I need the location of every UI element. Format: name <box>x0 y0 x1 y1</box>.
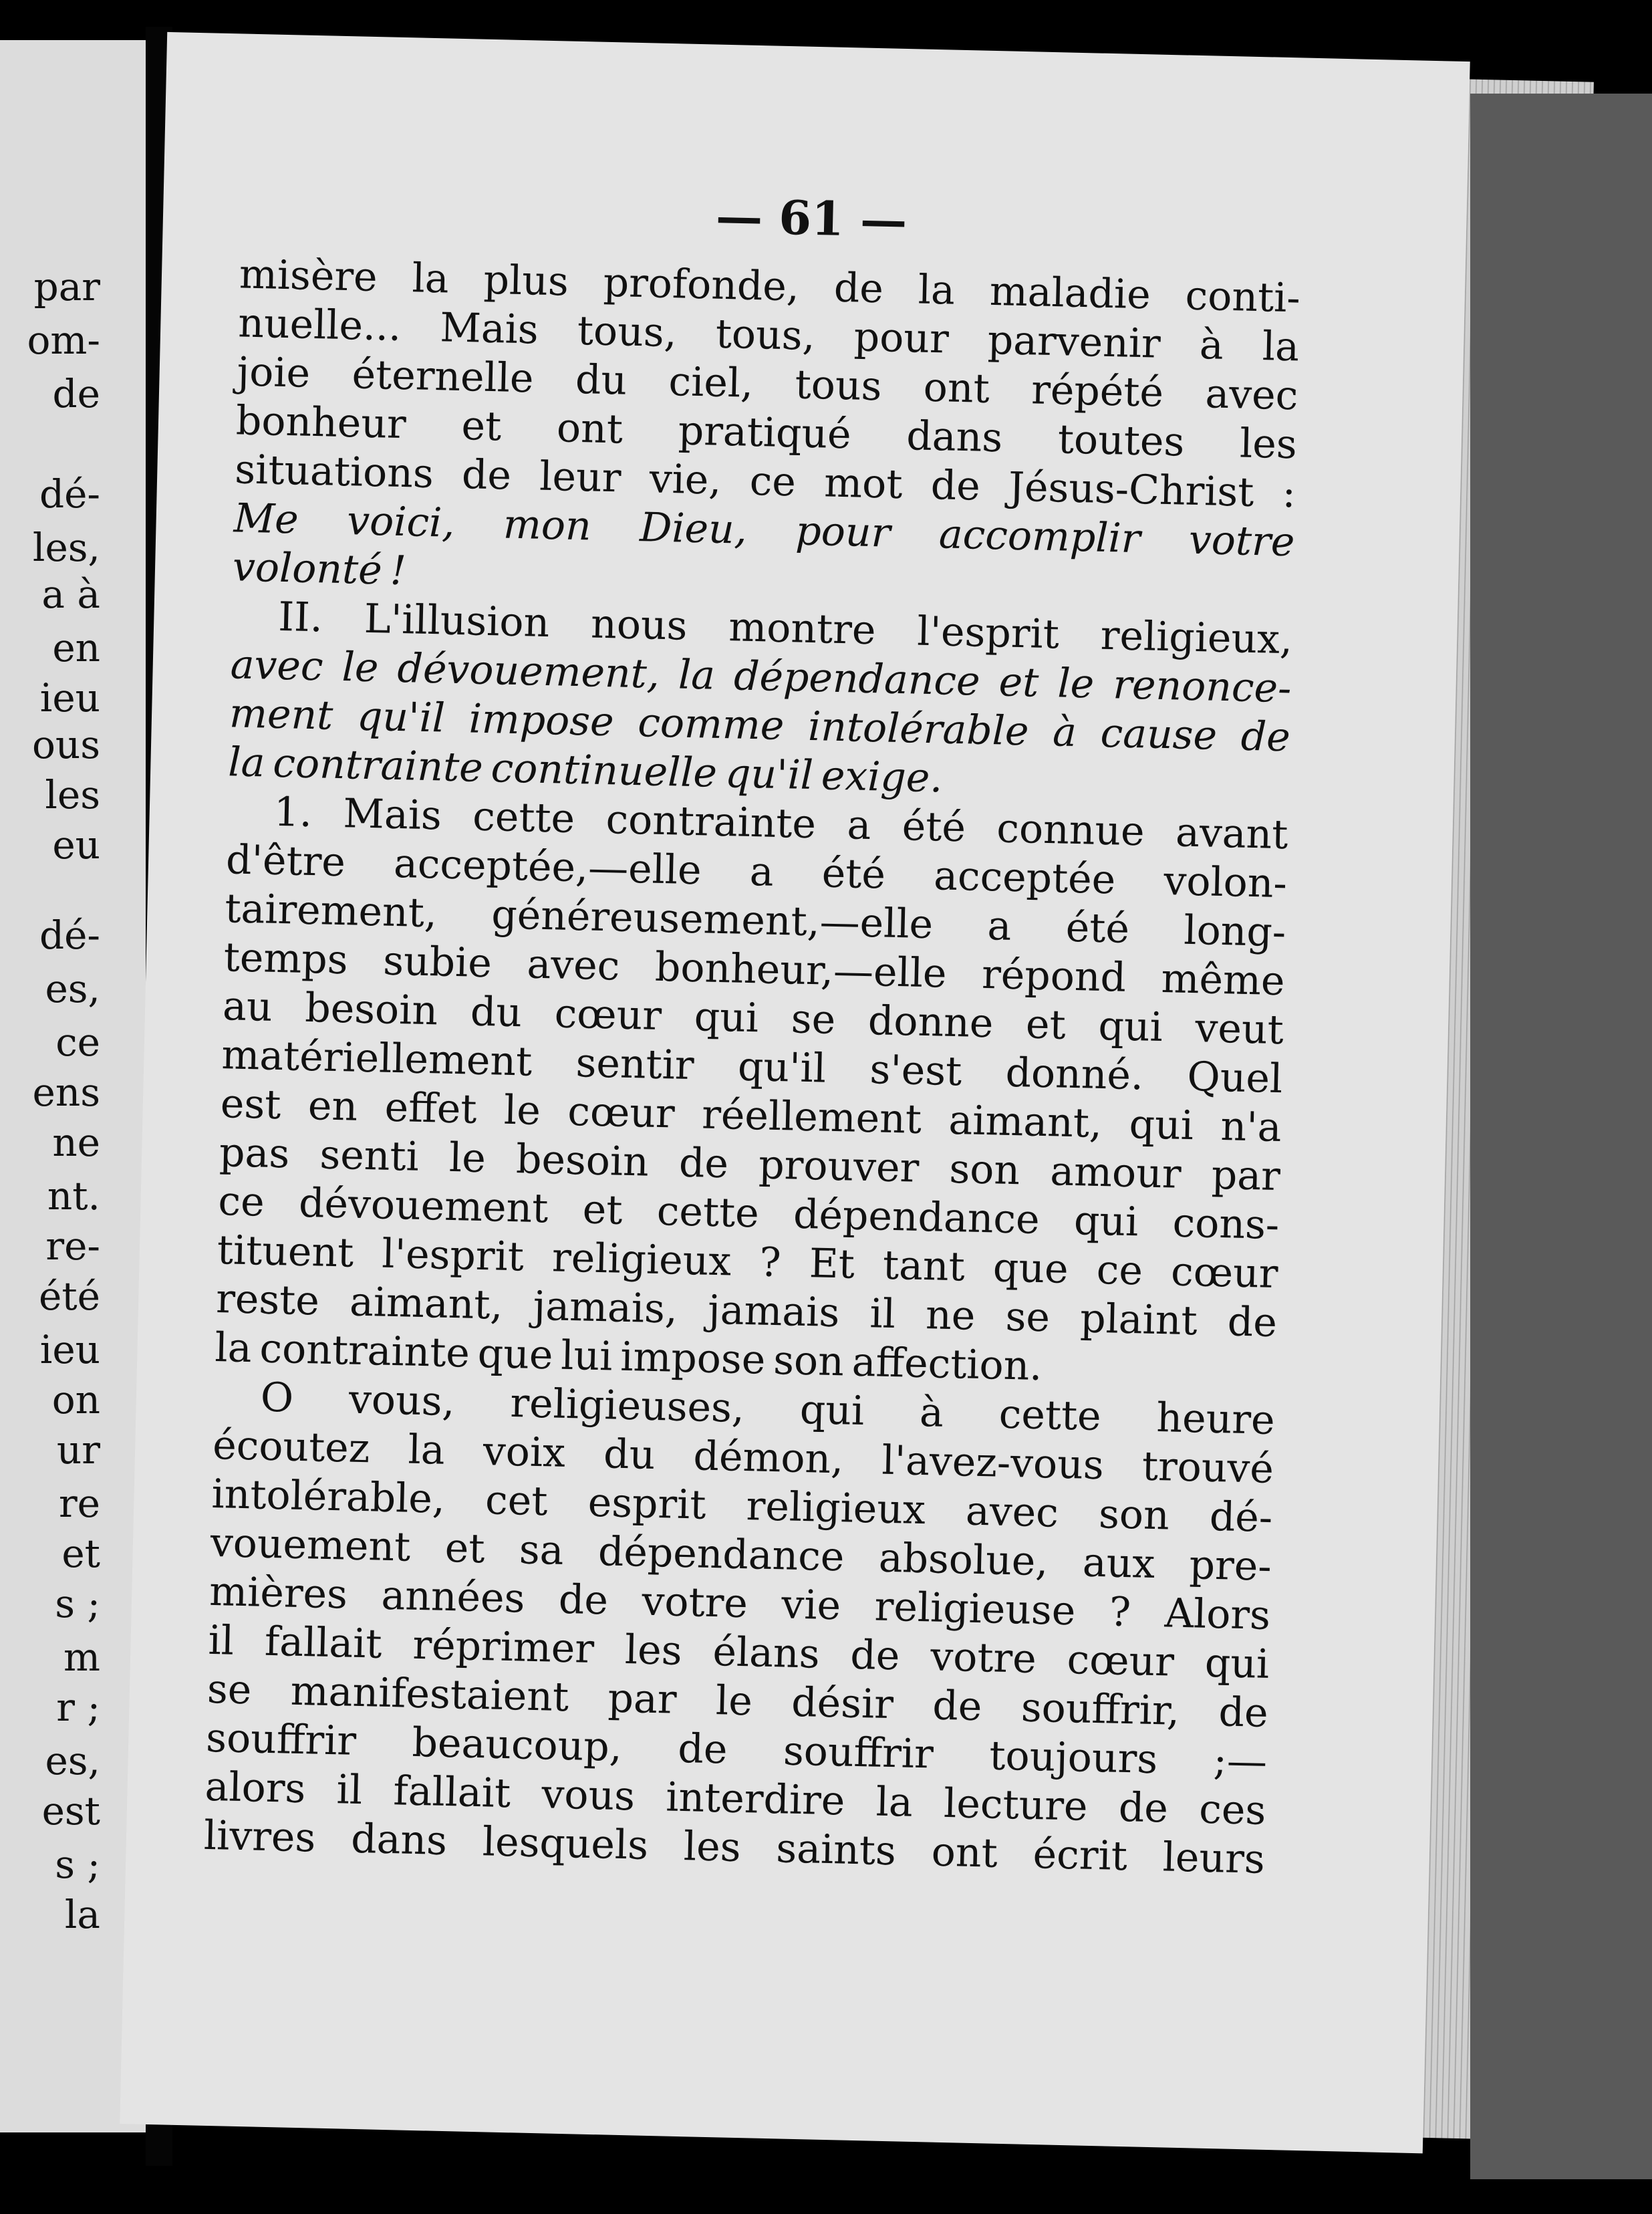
text-line: la contrainte continuelle qu'il exige. <box>227 739 944 802</box>
text-line: est en effet le cœur réellement aimant, qui n'a <box>220 1080 1282 1152</box>
left-page-text-fragment: re- <box>45 1223 100 1269</box>
left-page-text-fragment: de <box>52 371 100 416</box>
left-page-text-fragment: om- <box>27 318 100 363</box>
text-line: joie éternelle du ciel, tous ont répété avec <box>236 348 1299 420</box>
left-page-text-fragment: ous <box>31 722 100 767</box>
text-line: souffrir beaucoup, de souffrir toujours ;— <box>205 1714 1268 1786</box>
left-page-text-fragment: dé- <box>39 471 100 517</box>
text-line: pas senti le besoin de prouver son amour par <box>219 1129 1281 1201</box>
text-line: il fallait réprimer les élans de votre cœur qui <box>207 1616 1270 1688</box>
left-page-text-fragment: on <box>51 1377 100 1423</box>
text-line: situations de leur vie, ce mot de Jésus-Christ : <box>234 446 1296 517</box>
text-line: tituent l'esprit religieux ? Et tant que ce cœur <box>217 1227 1279 1298</box>
left-page-text-fragment: la <box>64 1892 100 1937</box>
left-page-text-fragment: ieu <box>39 675 100 721</box>
left-page-text-fragment: ens <box>32 1070 100 1115</box>
text-line: vouement et sa dépendance absolue, aux pre- <box>210 1519 1272 1590</box>
left-page-text-fragment: ce <box>55 1019 100 1065</box>
left-page-fragment <box>0 40 147 2132</box>
left-page-text-fragment: est <box>41 1788 100 1834</box>
text-line: bonheur et ont pratiqué dans toutes les <box>235 397 1298 469</box>
text-line: avec le dévouement, la dépendance et le renonce- <box>230 641 1292 713</box>
text-lines <box>199 250 1304 1884</box>
left-page-text-fragment: ne <box>52 1120 100 1165</box>
left-page-text-fragment: en <box>52 625 100 670</box>
text-line: temps subie avec bonheur,—elle répond même <box>223 934 1286 1005</box>
left-page-text-fragment: dé- <box>39 912 100 958</box>
left-page-text-fragment: a à <box>41 572 100 617</box>
page-text <box>199 177 1306 1884</box>
text-line: au besoin du cœur qui se donne et qui veut <box>222 983 1284 1054</box>
left-page-text-fragment: ur <box>56 1427 100 1473</box>
left-page-text-fragment: m <box>63 1634 100 1680</box>
left-page-text-fragment: les <box>45 772 100 818</box>
text-line: 1. Mais cette contrainte a été connue avant <box>273 788 1289 859</box>
text-line: reste aimant, jamais, jamais il ne se plaint de <box>215 1275 1278 1347</box>
text-line: d'être acceptée,—elle a été acceptée volon- <box>225 836 1288 908</box>
text-line: tairement, généreusement,—elle a été long- <box>224 885 1286 957</box>
book-cover-edge <box>1470 94 1652 2179</box>
left-page-text-fragment: par <box>33 264 100 310</box>
left-page-text-fragment: s ; <box>55 1842 100 1887</box>
text-line: Me voici, mon Dieu, pour accomplir votre <box>233 495 1296 566</box>
text-line: se manifestaient par le désir de souffrir, de <box>206 1665 1269 1737</box>
left-page-text-fragment: les, <box>32 525 100 570</box>
left-page-text-fragment: re <box>58 1481 100 1526</box>
left-page-text-fragment: s ; <box>55 1581 100 1626</box>
left-page-text-fragment: ieu <box>39 1327 100 1372</box>
text-line: écoutez la voix du démon, l'avez-vous trouvé <box>212 1421 1274 1493</box>
left-page-text-fragment: été <box>39 1273 100 1319</box>
text-line: O vous, religieuses, qui à cette heure <box>260 1374 1276 1445</box>
text-line: II. L'illusion nous montre l'esprit religieux, <box>277 593 1293 664</box>
text-line: mières années de votre vie religieuse ? Alors <box>209 1568 1271 1639</box>
text-line: volonté ! <box>232 543 407 595</box>
text-line: ment qu'il impose comme intolérable à cause de <box>229 690 1291 761</box>
text-line: alors il fallait vous interdire la lecture de ces <box>204 1763 1267 1834</box>
text-line: livres dans lesquels les saints ont écrit leurs <box>203 1812 1266 1883</box>
left-page-text-fragment: eu <box>52 822 100 868</box>
text-line: matériellement sentir qu'il s'est donné. Quel <box>221 1031 1283 1103</box>
page-number: — 61 — <box>715 188 908 249</box>
left-page-text-fragment: es, <box>45 1738 100 1784</box>
right-page <box>120 32 1470 2153</box>
text-line: misère la plus profonde, de la maladie conti- <box>239 251 1301 322</box>
text-line: intolérable, cet esprit religieux avec son dé- <box>211 1470 1273 1542</box>
text-line: nuelle... Mais tous, tous, pour parvenir à la <box>237 299 1300 371</box>
left-page-text-fragment: nt. <box>47 1173 100 1219</box>
text-line: ce dévouement et cette dépendance qui cons- <box>217 1178 1280 1249</box>
left-page-text-fragment: r ; <box>56 1685 100 1730</box>
text-line: la contrainte que lui impose son affection. <box>214 1324 1043 1390</box>
left-page-text-fragment: es, <box>45 966 100 1011</box>
left-page-text-fragment: et <box>61 1531 100 1576</box>
